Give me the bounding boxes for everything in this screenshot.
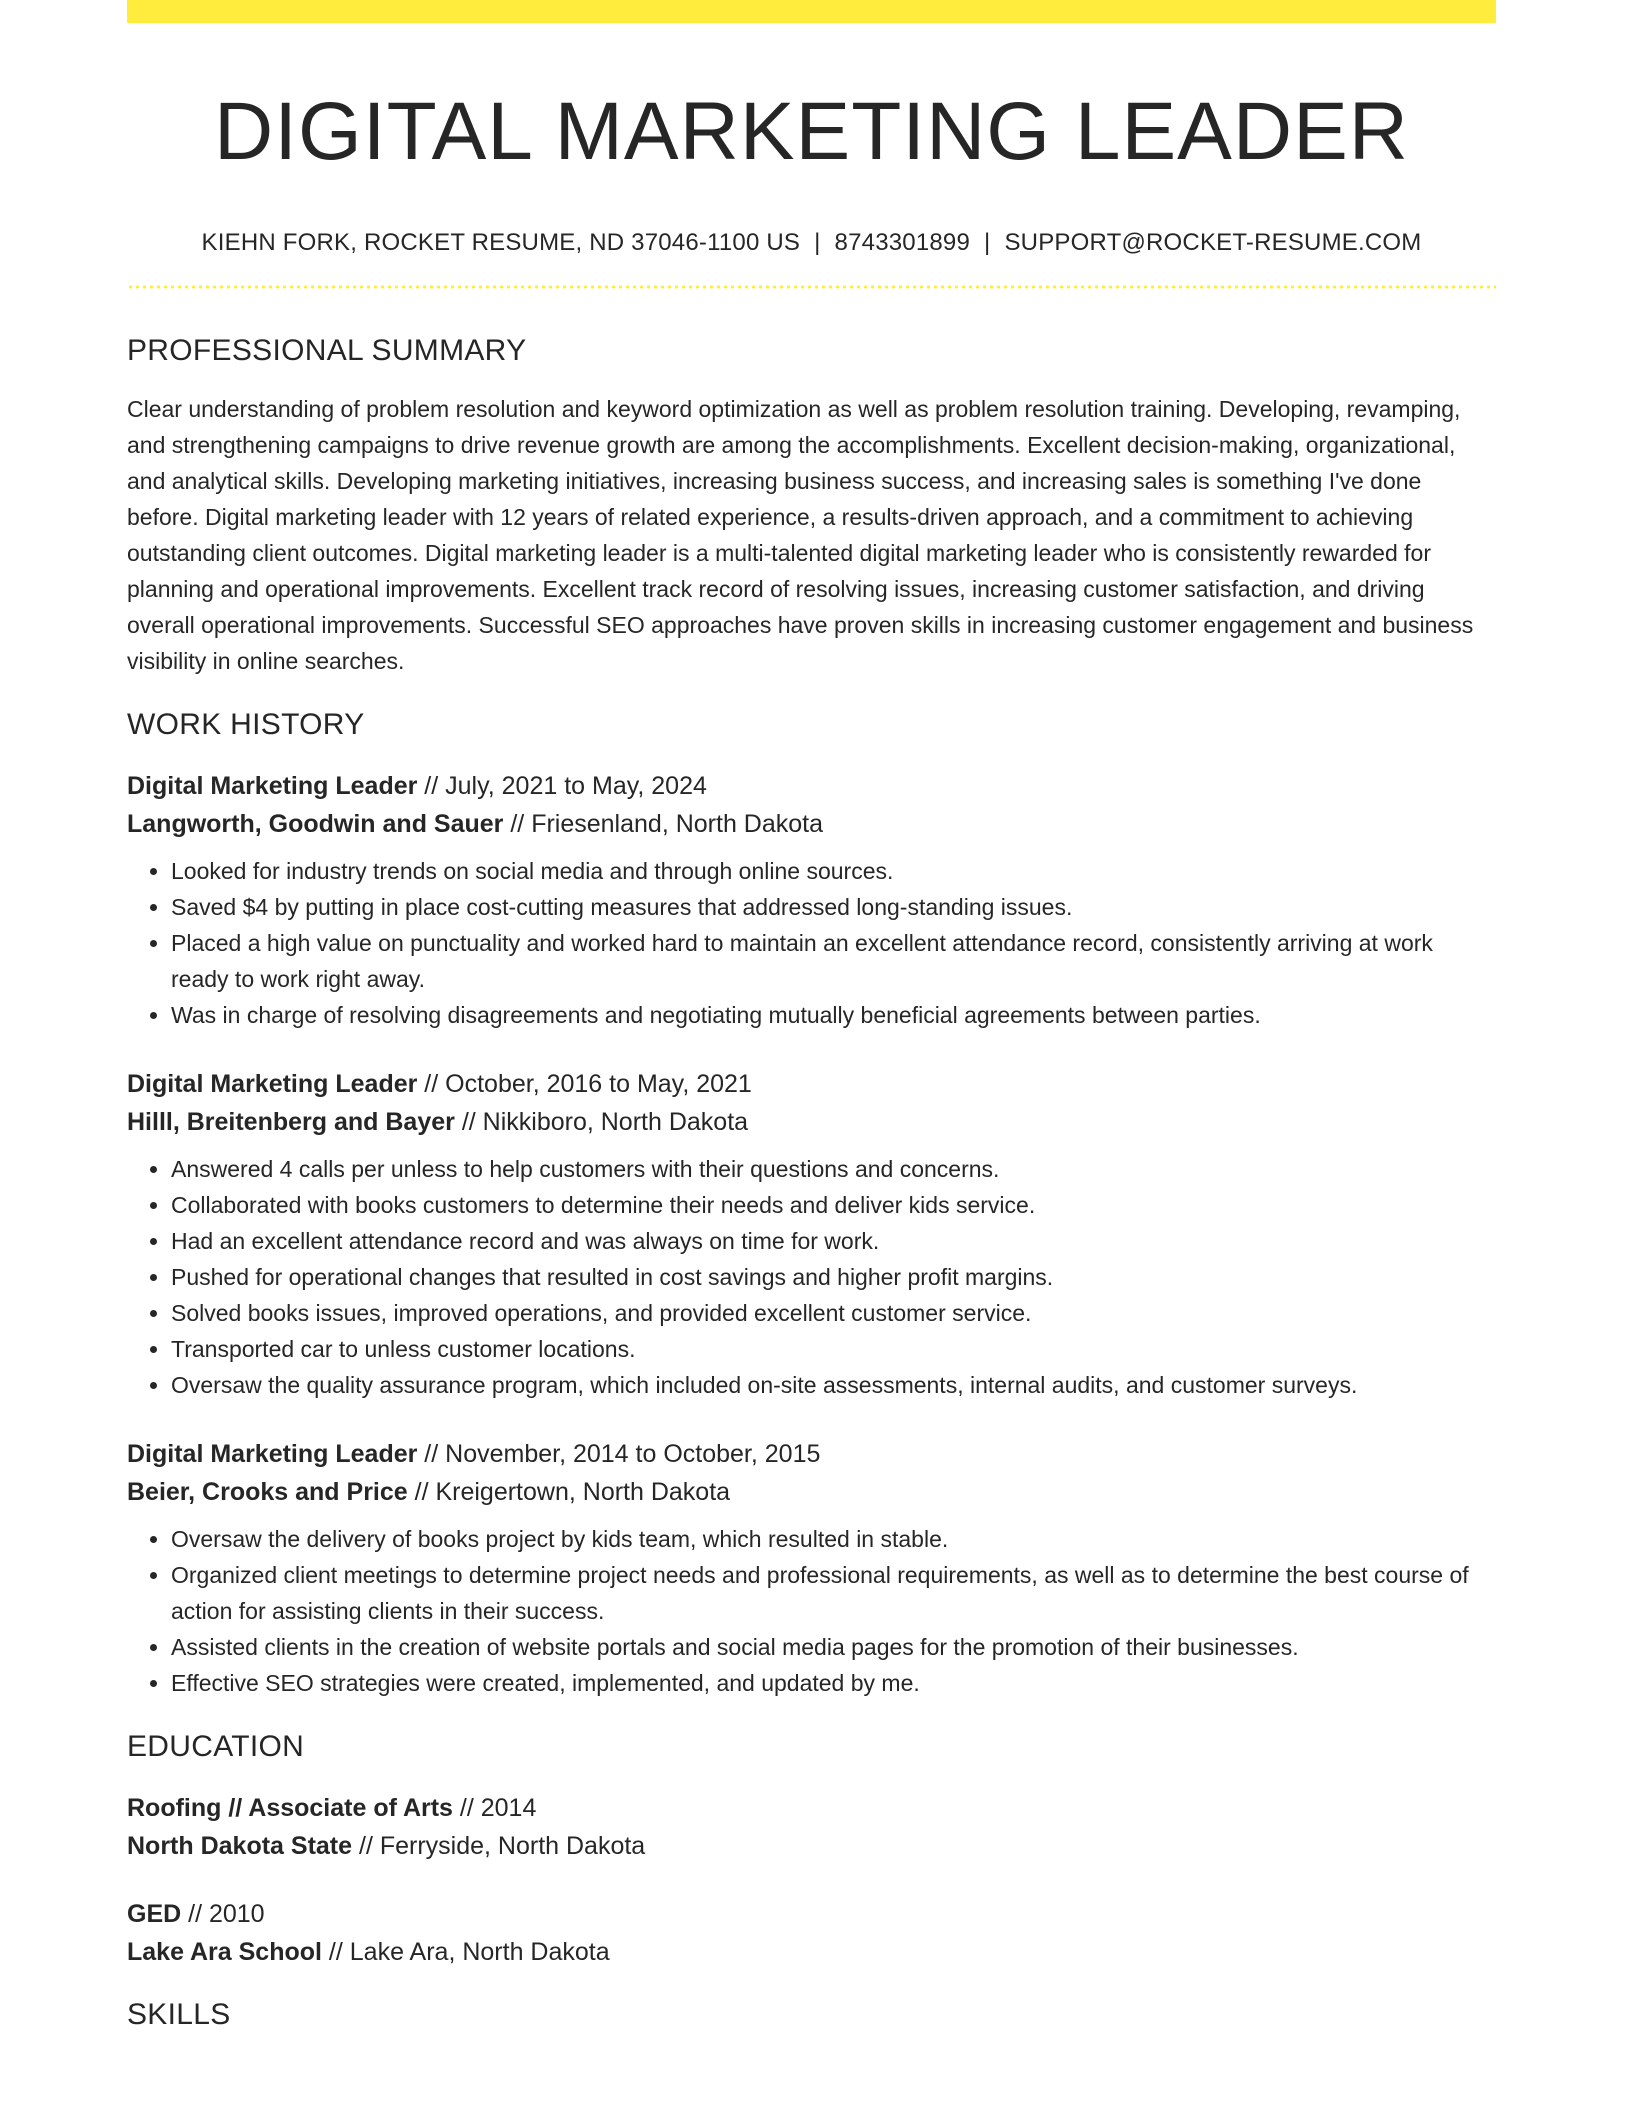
education-degree: Roofing // Associate of Arts — [127, 1794, 453, 1822]
section-title-work-history: WORK HISTORY — [127, 708, 365, 741]
summary-text: Clear understanding of problem resolution and keyword optimization as well as problem resolution training. Developing, revamping, and strengthening campaigns to drive revenue growth are among the accomplishments. Excellent decision-making, organizational, and analytical skills. Developing marketing initiatives, increasing business success, and increasing sales is something I've done before. Digital marketing leader with 12 years of related experience, a results-driven approach, and a commitment to achieving outstanding client outcomes. Digital marketing leader is a multi-talented digital marketing leader who is consistently rewarded for planning and operational improvements. Excellent track record of resolving issues, increasing customer satisfaction, and driving overall operational improvements. Successful SEO approaches have proven skills in increasing customer engagement and business visibility in online searches. — [127, 396, 1474, 674]
education-year: // 2014 — [452, 1794, 537, 1822]
education-degree: GED — [127, 1900, 182, 1928]
section-title-summary: PROFESSIONAL SUMMARY — [127, 334, 527, 367]
contact-address: KIEHN FORK, ROCKET RESUME, ND 37046-1100 US — [201, 229, 801, 256]
job-bullet: • Effective SEO strategies were created, implemented, and updated by me. — [171, 1665, 1496, 1701]
job-location: // Kreigertown, North Dakota — [407, 1478, 731, 1506]
job-role: Digital Marketing Leader — [127, 1070, 418, 1098]
job-title-line — [127, 767, 1496, 805]
job-company-line — [127, 805, 1496, 843]
job-bullet: • Was in charge of resolving disagreements and negotiating mutually beneficial agreements between parties. — [171, 997, 1496, 1033]
job-bullet: • Transported car to unless customer locations. — [171, 1331, 1496, 1367]
job-title-line — [127, 1435, 1496, 1473]
job-bullets — [127, 1151, 1496, 1403]
job-title-line — [127, 1065, 1496, 1103]
job-dates: // July, 2021 to May, 2024 — [417, 772, 707, 800]
job-company-line — [127, 1473, 1496, 1511]
education-year: // 2010 — [181, 1900, 265, 1928]
job-bullet: • Collaborated with books customers to determine their needs and deliver kids service. — [171, 1187, 1496, 1223]
job-entry — [127, 767, 1496, 1033]
contact-phone: 8743301899 — [834, 229, 971, 256]
job-company: Langworth, Goodwin and Sauer — [127, 810, 504, 838]
education-location: // Ferryside, North Dakota — [352, 1832, 646, 1860]
resume-content — [127, 0, 1496, 2033]
education-entry — [127, 1895, 1496, 1971]
education-school: North Dakota State — [127, 1832, 353, 1860]
job-role: Digital Marketing Leader — [127, 1440, 418, 1468]
job-bullet: • Oversaw the delivery of books project by kids team, which resulted in stable. — [171, 1521, 1496, 1557]
section-title-education: EDUCATION — [127, 1730, 305, 1763]
education-school: Lake Ara School — [127, 1938, 322, 1966]
contact-line — [127, 228, 1496, 258]
education-degree-line — [127, 1895, 1496, 1933]
education-school-line — [127, 1827, 1496, 1865]
contact-separator: | — [814, 229, 821, 256]
contact-email: SUPPORT@ROCKET-RESUME.COM — [1004, 229, 1422, 256]
job-company: Hilll, Breitenberg and Bayer — [127, 1108, 455, 1136]
job-role: Digital Marketing Leader — [127, 772, 418, 800]
job-bullets — [127, 1521, 1496, 1701]
job-entry — [127, 1065, 1496, 1403]
job-bullet: • Solved books issues, improved operations, and provided excellent customer service. — [171, 1295, 1496, 1331]
job-bullet: • Answered 4 calls per unless to help customers with their questions and concerns. — [171, 1151, 1496, 1187]
job-company-line — [127, 1103, 1496, 1141]
job-bullet: • Pushed for operational changes that resulted in cost savings and higher profit margins. — [171, 1259, 1496, 1295]
education-entry — [127, 1789, 1496, 1865]
job-bullet: • Had an excellent attendance record and was always on time for work. — [171, 1223, 1496, 1259]
job-company: Beier, Crooks and Price — [127, 1478, 408, 1506]
job-bullet: • Assisted clients in the creation of website portals and social media pages for the promotion of their businesses. — [171, 1629, 1496, 1665]
job-dates: // October, 2016 to May, 2021 — [417, 1070, 752, 1098]
job-bullet: • Oversaw the quality assurance program, which included on-site assessments, internal audits, and customer surveys. — [171, 1367, 1496, 1403]
dotted-divider — [127, 285, 1496, 289]
job-bullets — [127, 853, 1496, 1033]
contact-separator: | — [984, 229, 991, 256]
education-location: // Lake Ara, North Dakota — [321, 1938, 610, 1966]
resume-name: DIGITAL MARKETING LEADER — [214, 86, 1409, 177]
job-bullet: • Saved $4 by putting in place cost-cutting measures that addressed long-standing issues. — [171, 889, 1496, 925]
job-dates: // November, 2014 to October, 2015 — [417, 1440, 821, 1468]
education-degree-line — [127, 1789, 1496, 1827]
job-bullet: • Organized client meetings to determine project needs and professional requirements, as well as to determine the best course of action for assisting clients in their success. — [171, 1557, 1496, 1629]
job-bullet: • Looked for industry trends on social media and through online sources. — [171, 853, 1496, 889]
job-location: // Nikkiboro, North Dakota — [454, 1108, 749, 1136]
section-title-skills: SKILLS — [127, 1998, 231, 2031]
education-school-line — [127, 1933, 1496, 1971]
job-entry — [127, 1435, 1496, 1701]
job-bullet: • Placed a high value on punctuality and worked hard to maintain an excellent attendance record, consistently arriving at work ready to work right away. — [171, 925, 1496, 997]
job-location: // Friesenland, North Dakota — [503, 810, 823, 838]
